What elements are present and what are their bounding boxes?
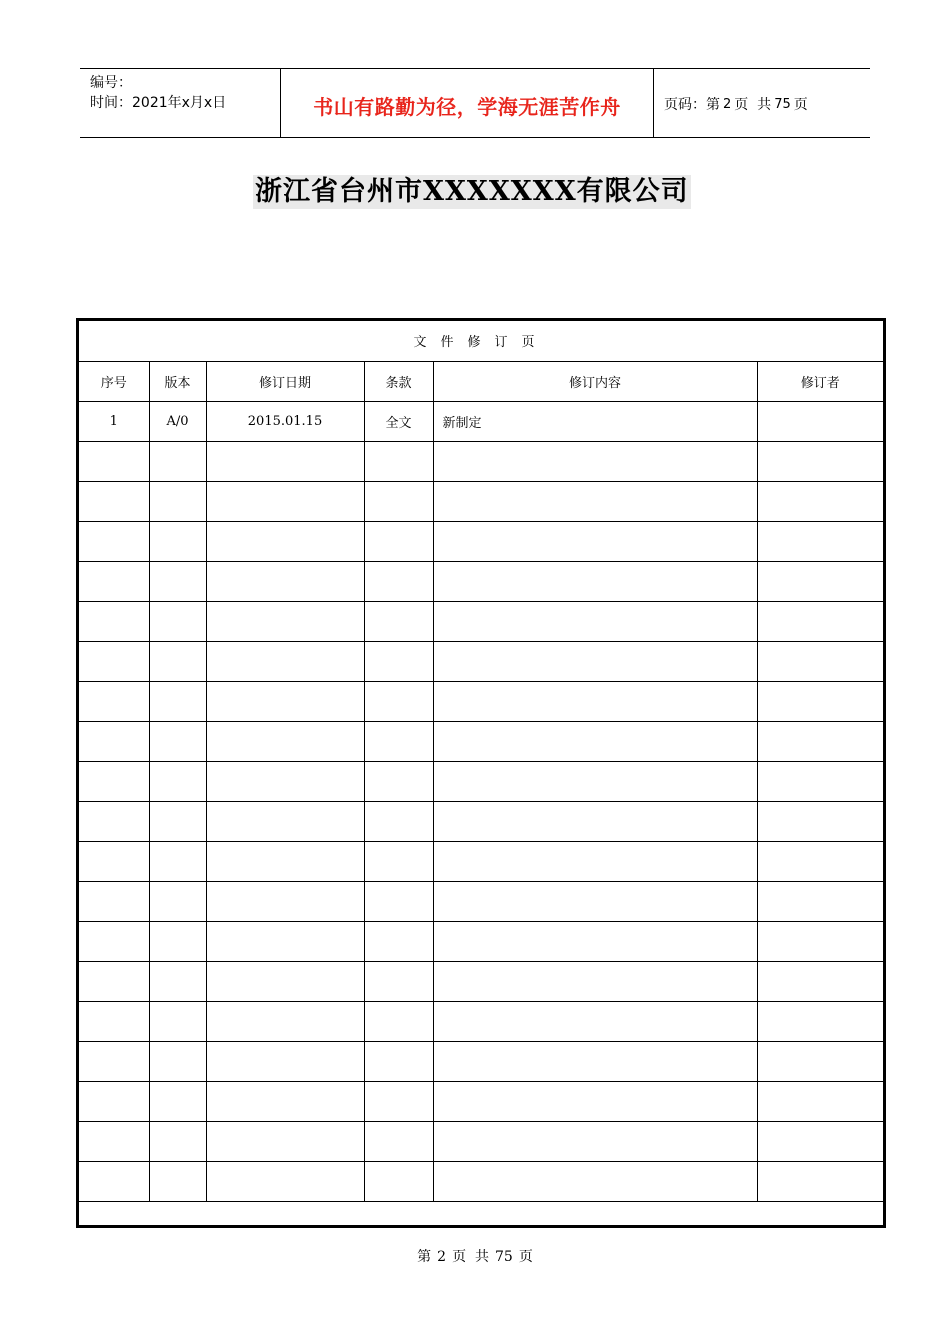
table-cell — [364, 641, 433, 681]
table-cell — [79, 801, 149, 841]
table-row — [79, 1041, 883, 1081]
table-cell — [757, 481, 883, 521]
table-cell — [149, 801, 206, 841]
table-cell — [79, 521, 149, 561]
table-row — [79, 921, 883, 961]
table-row — [79, 961, 883, 1001]
table-cell — [757, 921, 883, 961]
table-cell — [364, 1001, 433, 1041]
table-row — [79, 521, 883, 561]
table-cell — [149, 641, 206, 681]
table-cell — [149, 1081, 206, 1121]
table-cell — [757, 641, 883, 681]
table-cell — [364, 881, 433, 921]
table-cell — [206, 841, 364, 881]
table-cell — [79, 481, 149, 521]
table-cell — [364, 521, 433, 561]
table-cell — [433, 1161, 757, 1201]
table-row — [79, 761, 883, 801]
column-header: 修订者 — [757, 361, 883, 401]
table-row — [79, 1121, 883, 1161]
table-cell — [757, 1161, 883, 1201]
table-cell — [206, 561, 364, 601]
table-cell — [79, 721, 149, 761]
table-cell — [206, 1001, 364, 1041]
footer-prefix: 第 — [417, 1249, 432, 1265]
table-cell — [364, 1161, 433, 1201]
revision-table-body — [79, 401, 883, 1201]
table-cell — [149, 441, 206, 481]
table-cell — [364, 1121, 433, 1161]
table-cell — [79, 641, 149, 681]
table-cell — [433, 801, 757, 841]
table-cell — [364, 441, 433, 481]
table-row — [79, 1001, 883, 1041]
table-cell — [79, 681, 149, 721]
table-cell — [206, 721, 364, 761]
table-row — [79, 641, 883, 681]
table-cell — [433, 1081, 757, 1121]
page-header — [80, 68, 870, 138]
header-page-current: 2 — [723, 96, 732, 112]
doc-number-label: 编号： — [90, 75, 132, 91]
table-cell — [364, 1041, 433, 1081]
column-header: 条款 — [364, 361, 433, 401]
table-cell — [79, 561, 149, 601]
table-cell — [206, 761, 364, 801]
table-cell — [149, 841, 206, 881]
table-cell — [757, 841, 883, 881]
header-page-prefix: 页码：第 — [664, 97, 720, 113]
table-row — [79, 801, 883, 841]
table-row — [79, 841, 883, 881]
table-row — [79, 441, 883, 481]
table-cell — [206, 921, 364, 961]
header-motto: 书山有路勤为径，学海无涯苦作舟 — [281, 69, 654, 137]
table-cell — [364, 721, 433, 761]
table-row — [79, 481, 883, 521]
column-header: 版本 — [149, 361, 206, 401]
table-cell — [433, 721, 757, 761]
table-cell — [206, 1121, 364, 1161]
header-info — [80, 69, 281, 137]
table-cell — [149, 1001, 206, 1041]
table-cell — [757, 961, 883, 1001]
table-cell — [364, 761, 433, 801]
table-cell — [757, 761, 883, 801]
revision-table-header-row — [79, 361, 883, 401]
table-cell — [364, 1081, 433, 1121]
footer-middle: 页 共 — [452, 1249, 489, 1265]
table-cell — [149, 961, 206, 1001]
table-cell — [206, 521, 364, 561]
table-cell — [149, 561, 206, 601]
table-cell — [433, 641, 757, 681]
table-cell — [149, 1161, 206, 1201]
table-cell — [433, 441, 757, 481]
table-cell — [206, 441, 364, 481]
table-cell — [433, 921, 757, 961]
table-cell — [433, 521, 757, 561]
table-cell — [79, 1081, 149, 1121]
table-cell — [757, 521, 883, 561]
header-page-indicator — [654, 69, 870, 137]
table-cell — [433, 601, 757, 641]
table-cell — [149, 1041, 206, 1081]
table-row — [79, 561, 883, 601]
table-cell: A/0 — [149, 401, 206, 441]
table-cell — [149, 521, 206, 561]
table-cell — [149, 721, 206, 761]
footer-total: 75 — [495, 1249, 513, 1265]
table-cell — [364, 681, 433, 721]
table-cell — [79, 921, 149, 961]
table-cell — [433, 681, 757, 721]
table-cell — [149, 481, 206, 521]
table-cell — [757, 1081, 883, 1121]
table-cell — [149, 761, 206, 801]
revision-table-caption: 文件修订页 — [79, 321, 883, 361]
revision-table — [76, 318, 886, 1228]
table-cell — [364, 921, 433, 961]
table-row — [79, 601, 883, 641]
table-cell — [364, 481, 433, 521]
table-cell — [364, 841, 433, 881]
table-cell — [79, 1001, 149, 1041]
table-cell — [206, 1081, 364, 1121]
table-cell — [206, 961, 364, 1001]
table-cell — [757, 401, 883, 441]
table-cell — [206, 881, 364, 921]
table-cell: 全文 — [364, 401, 433, 441]
table-cell — [757, 721, 883, 761]
table-cell — [433, 1041, 757, 1081]
table-cell — [206, 681, 364, 721]
table-cell: 新制定 — [433, 401, 757, 441]
table-cell — [79, 761, 149, 801]
table-cell — [433, 1001, 757, 1041]
table-cell — [79, 841, 149, 881]
table-cell — [206, 1041, 364, 1081]
table-cell — [149, 881, 206, 921]
table-cell — [79, 441, 149, 481]
table-cell — [149, 601, 206, 641]
table-cell — [206, 481, 364, 521]
table-cell — [757, 681, 883, 721]
table-cell — [79, 1161, 149, 1201]
column-header: 修订日期 — [206, 361, 364, 401]
table-cell — [79, 961, 149, 1001]
table-cell — [433, 961, 757, 1001]
table-cell — [79, 601, 149, 641]
table-cell: 1 — [79, 401, 149, 441]
table-row — [79, 1081, 883, 1121]
column-header: 修订内容 — [433, 361, 757, 401]
table-cell — [149, 1121, 206, 1161]
table-cell — [206, 801, 364, 841]
page-footer — [0, 1246, 950, 1266]
table-cell — [757, 881, 883, 921]
table-cell — [757, 441, 883, 481]
table-cell — [149, 921, 206, 961]
table-cell — [433, 561, 757, 601]
table-cell — [433, 881, 757, 921]
table-row — [79, 681, 883, 721]
doc-time-label: 时间：2021年x月x日 — [90, 95, 227, 111]
table-cell — [433, 481, 757, 521]
table-cell — [79, 1041, 149, 1081]
table-row — [79, 1161, 883, 1201]
table-cell — [364, 961, 433, 1001]
table-cell — [757, 561, 883, 601]
table-cell — [757, 1001, 883, 1041]
table-cell — [757, 1121, 883, 1161]
column-header: 序号 — [79, 361, 149, 401]
table-cell — [757, 801, 883, 841]
footer-current: 2 — [437, 1249, 447, 1265]
document-title: 浙江省台州市XXXXXXX有限公司 — [255, 176, 689, 207]
table-row — [79, 721, 883, 761]
table-row — [79, 401, 883, 441]
table-cell — [79, 1121, 149, 1161]
header-page-middle: 页 共 — [734, 97, 772, 113]
footer-suffix: 页 — [518, 1249, 533, 1265]
table-cell — [433, 841, 757, 881]
revision-table-grid — [79, 321, 883, 1202]
table-cell — [757, 1041, 883, 1081]
table-cell — [149, 681, 206, 721]
header-page-total: 75 — [774, 96, 791, 112]
table-cell: 2015.01.15 — [206, 401, 364, 441]
table-cell — [79, 881, 149, 921]
table-cell — [364, 801, 433, 841]
table-cell — [364, 561, 433, 601]
table-cell — [433, 761, 757, 801]
table-row — [79, 881, 883, 921]
table-cell — [364, 601, 433, 641]
table-cell — [433, 1121, 757, 1161]
table-cell — [206, 641, 364, 681]
table-cell — [757, 601, 883, 641]
table-cell — [206, 601, 364, 641]
table-cell — [206, 1161, 364, 1201]
header-page-suffix: 页 — [793, 97, 808, 113]
